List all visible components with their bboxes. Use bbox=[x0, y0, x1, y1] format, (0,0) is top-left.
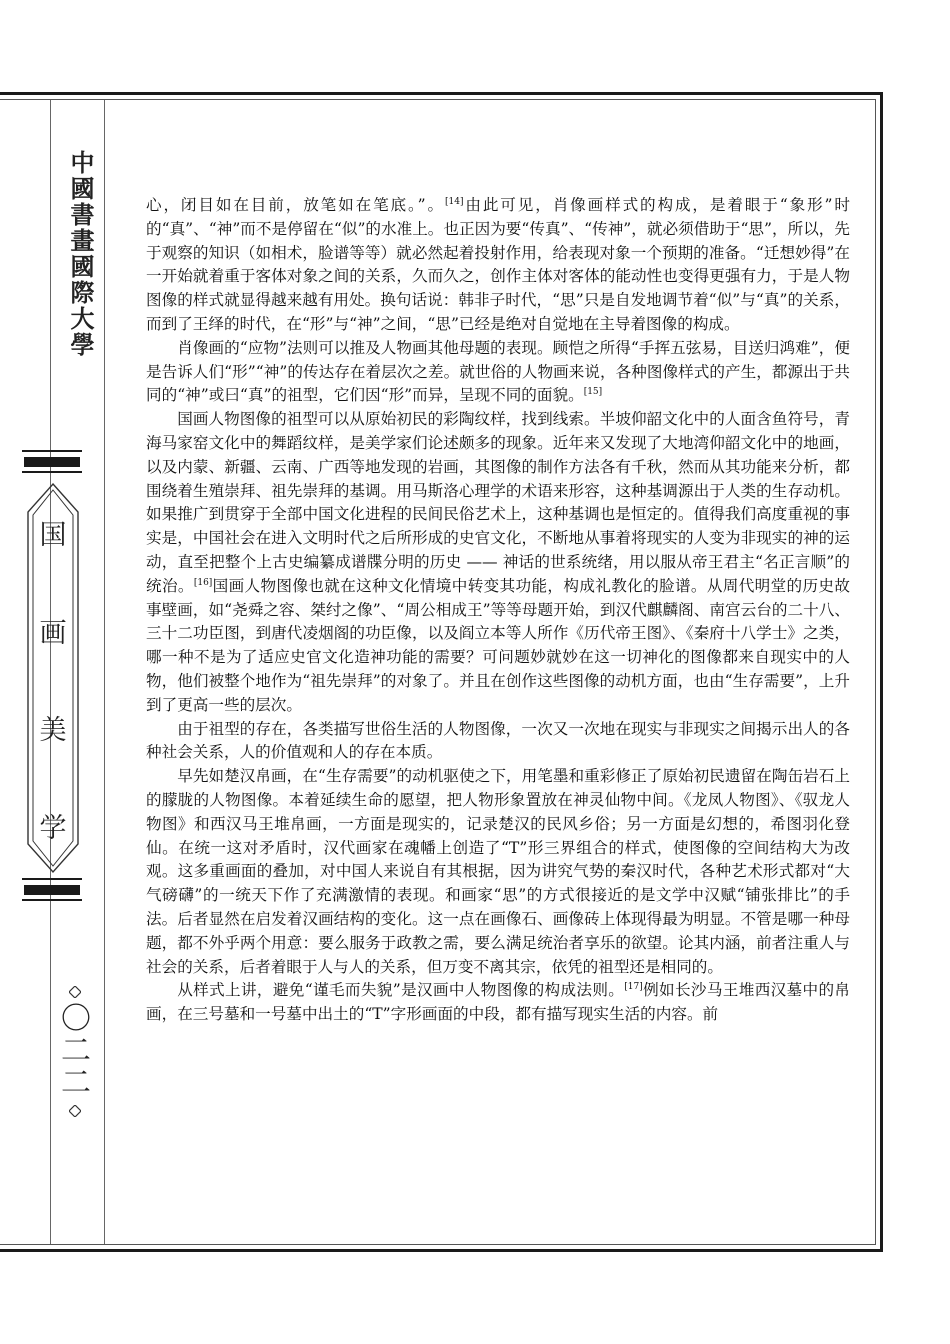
chapter-title-char: 画 bbox=[39, 617, 67, 649]
footnote-marker: [17] bbox=[624, 982, 643, 993]
text-segment: 从样式上讲，避免“谨毛而失貌”是汉画中人物图像的构成法则。 bbox=[177, 981, 625, 1000]
page-number: 〇二二 bbox=[55, 1002, 90, 1098]
text-segment: 由于祖型的存在，各类描写世俗生活的人物图像，一次又一次地在现实与非现实之间揭示出人的各种社会关系，人的价值观和人的存在本质。 bbox=[146, 719, 850, 762]
chapter-title bbox=[26, 522, 80, 842]
paragraph bbox=[146, 337, 850, 408]
ornament-line-top-2 bbox=[22, 471, 82, 473]
ornament-line-bottom-1 bbox=[22, 878, 82, 880]
paragraph bbox=[146, 194, 850, 337]
paragraph bbox=[146, 765, 850, 979]
margin-rule-right bbox=[104, 100, 105, 1244]
text-segment: 由此可见，肖像画样式的构成，是着眼于“象形”时的“真”、“神”而不是停留在“似”的水准上。也正因为要“传真”、“传神”，就必须借助于“思”，所以，先于观察的知识（如相术，脸谱等等）就必然起着投射作用，给表现对象一个预期的准备。“迁想妙得”在一开始就着重于客体对象之间的关系，久而久之，创作主体对客体的能动性也变得更强有力，于是人物图像的样式就显得越来越有用处。换句话说：韩非子时代，“思”只是自发地调节着“似”与“真”的关系，而到了王绎的时代，在“形”与“神”之间，“思”已经是绝对自觉地在主导着图像的构成。 bbox=[146, 196, 850, 333]
text-segment: 例如长沙马王堆西汉墓中的帛画，在三号墓和一号墓中出土的“T”字形画面的中段，都有描写现实生活的内容。前 bbox=[146, 981, 850, 1024]
chapter-title-char: 国 bbox=[39, 520, 67, 551]
paragraph bbox=[146, 408, 850, 717]
ornament-bar-top bbox=[24, 457, 80, 467]
text-segment: 早先如楚汉帛画，在“生存需要”的动机驱使之下，用笔墨和重彩修正了原始初民遗留在陶缶岩石上的朦胧的人物图像。本着延续生命的愿望，把人物形象置放在神灵仙物中间。《龙凤人物图》、《驭龙人物图》和西汉马王堆帛画，一方面是现实的，记录楚汉的民风乡俗；另一方面是幻想的，希图羽化登仙。在统一这对矛盾时，汉代画家在魂幡上创造了“T”形三界组合的样式，使图像的空间结构大为改观。这多重画面的叠加，对中国人来说自有其根据，因为讲究气势的秦汉时代，各种艺术形式都对“大气磅礴”的一统天下作了充满激情的表现。和画家“思”的方式很接近的是文学中汉赋“铺张排比”的手法。后者显然在启发着汉画结构的变化。这一点在画像石、画像砖上体现得最为明显。不管是哪一种母题，都不外乎两个用意：要么服务于政教之需，要么满足统治者享乐的欲望。论其内涵，前者注重人与社会的关系，后者着眼于人与人的关系，但万变不离其宗，依凭的祖型还是相同的。 bbox=[146, 767, 850, 976]
paragraph bbox=[146, 718, 850, 766]
footnote-marker: [14] bbox=[445, 197, 464, 207]
diamond-top-icon bbox=[69, 986, 81, 998]
ornament-line-top-1 bbox=[22, 450, 82, 452]
text-segment: 肖像画的“应物”法则可以推及人物画其他母题的表现。顾恺之所得“手挥五弦易，目送归鸿难”，便是告诉人们“形”“神”的传达存在着层次之差。就世俗的人物画来说，各种图像样式的产生，都源出于共同的“神”或曰“真”的祖型，它们因“形”而异，呈现不同的面貌。 bbox=[146, 338, 850, 405]
chapter-title-char: 学 bbox=[39, 812, 67, 844]
footnote-marker: [16] bbox=[193, 577, 213, 588]
body-text bbox=[146, 194, 850, 1027]
text-segment: 心，闭目如在目前，放笔如在笔底。”。 bbox=[146, 196, 445, 214]
book-title: 中國書畫國際大學 bbox=[66, 150, 94, 358]
text-segment: 国画人物图像的祖型可以从原始初民的彩陶纹样，找到线索。半坡仰韶文化中的人面含鱼符号，青海马家窑文化中的舞蹈纹样，是美学家们论述颇多的现象。近年来又发现了大地湾仰韶文化中的地画，以及内蒙、新疆、云南、广西等地发现的岩画，其图像的制作方法各有千秋，然而从其功能来分析，都围绕着生殖崇拜、祖先崇拜的基调。用马斯洛心理学的术语来形容，这种基调源出于人类的生存动机。如果推广到贯穿于全部中国文化进程的民间民俗艺术上，这种基调也是恒定的。值得我们高度重视的事实是，中国社会在进入文明时代之后所形成的史官文化，不断地从事着将现实的人变为非现实的神的运动，直至把整个上古史编纂成谱牒分明的历史 —— 神话的世系统绪，用以服从帝王君主“名正言顺”的统治。 bbox=[146, 410, 850, 595]
chapter-cartouche bbox=[26, 482, 80, 874]
diamond-bottom-icon bbox=[69, 1105, 81, 1117]
paragraph bbox=[146, 979, 850, 1027]
text-segment: 国画人物图像也就在这种文化情境中转变其功能，构成礼教化的脸谱。从周代明堂的历史故事壁画，如“尧舜之容、桀纣之像”、“周公相成王”等等母题开始，到汉代麒麟阁、南宫云台的二十八、三十二功臣图，到唐代凌烟阁的功臣像，以及阎立本等人所作《历代帝王图》、《秦府十八学士》之类，哪一种不是为了适应史官文化造神功能的需要？可问题妙就妙在这一切神化的图像都来自现实中的人物，他们被整个地作为“祖先崇拜”的对象了。并且在创作这些图像的动机方面，也由“生存需要”，上升到了更高一些的层次。 bbox=[146, 576, 850, 714]
footnote-marker: [15] bbox=[583, 387, 603, 398]
ornament-bar-bottom bbox=[24, 885, 80, 895]
ornament-line-bottom-2 bbox=[22, 899, 82, 901]
chapter-title-char: 美 bbox=[39, 715, 67, 747]
